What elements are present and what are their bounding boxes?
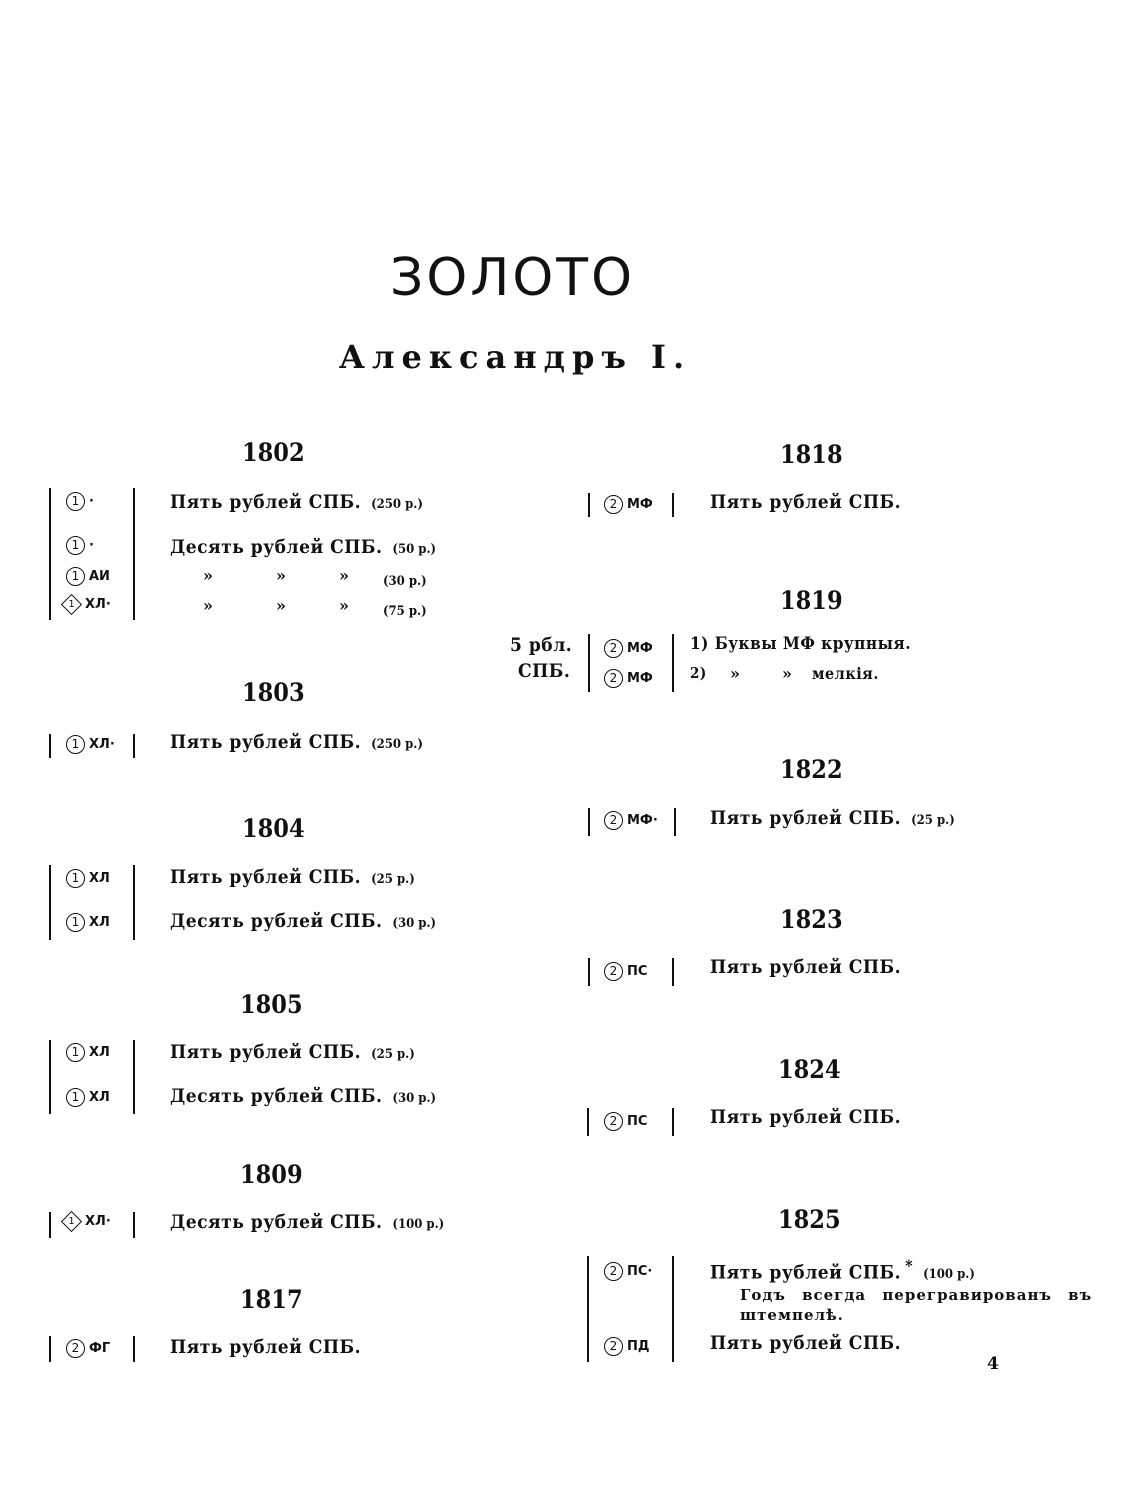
table-rule: [49, 1040, 51, 1114]
table-rule: [133, 1212, 135, 1238]
year-heading-1805: 1805: [240, 990, 303, 1019]
table-rule: [133, 1336, 135, 1362]
mint-mark: 2 МФ: [604, 639, 653, 658]
ditto-mark: »: [203, 566, 213, 585]
year-heading-1809: 1809: [240, 1160, 303, 1189]
table-rule: [133, 1040, 135, 1114]
footnote-line: штемпелѣ.: [740, 1306, 844, 1324]
mint-mark: 1 ХЛ: [66, 869, 110, 888]
footnote-line: Годъ всегда перегравированъ въ: [740, 1286, 1093, 1304]
table-rule: [49, 1336, 51, 1362]
table-rule: [49, 1212, 51, 1238]
mint-mark: 2 ФГ: [66, 1339, 110, 1358]
coin-entry: Десять рублей СПБ. (100 р.): [170, 1211, 445, 1233]
mint-mark: 1 ·: [66, 492, 94, 511]
ditto-mark: »: [782, 664, 792, 683]
mint-mark: 1 ХЛ·: [62, 597, 111, 612]
table-rule: [672, 1108, 674, 1136]
table-rule: [49, 865, 51, 940]
year-heading-1825: 1825: [778, 1205, 841, 1234]
table-rule: [588, 634, 590, 692]
mint-mark: 1 ХЛ·: [62, 1214, 111, 1229]
table-rule: [133, 734, 135, 758]
coin-entry: Пять рублей СПБ.: [710, 1106, 902, 1128]
mint-mark: 1 ХЛ: [66, 913, 110, 932]
ditto-mark: »: [339, 566, 349, 585]
coin-entry: Пять рублей СПБ. (25 р.): [170, 866, 415, 888]
coin-entry: Пять рублей СПБ. (250 р.): [170, 731, 423, 753]
year-heading-1803: 1803: [242, 678, 305, 707]
coin-entry: 1) Буквы МФ крупныя.: [690, 634, 912, 654]
coin-entry: Пять рублей СПБ.: [710, 491, 902, 513]
mint-mark: 2 ПС: [604, 962, 647, 981]
mint-mark: 1 АИ: [66, 567, 110, 586]
mint-mark: 2 МФ·: [604, 811, 658, 830]
year-heading-1819: 1819: [780, 586, 843, 615]
ditto-mark: »: [276, 596, 286, 615]
ditto-mark: »: [730, 664, 740, 683]
section-subtitle: Александръ I.: [338, 338, 692, 376]
year-heading-1817: 1817: [240, 1285, 303, 1314]
table-rule: [672, 634, 674, 692]
table-rule: [133, 488, 135, 620]
side-label: СПБ.: [518, 660, 571, 682]
coin-entry: Пять рублей СПБ. * (100 р.): [710, 1256, 975, 1284]
table-rule: [587, 1256, 589, 1362]
year-heading-1824: 1824: [778, 1055, 841, 1084]
coin-entry: Пять рублей СПБ.: [170, 1336, 362, 1358]
coin-price: (30 р.): [383, 574, 427, 589]
mint-mark: 1 ХЛ·: [66, 735, 115, 754]
coin-entry: Десять рублей СПБ. (30 р.): [170, 1085, 437, 1107]
coin-entry: Пять рублей СПБ.: [710, 1332, 902, 1354]
table-rule: [588, 493, 590, 517]
year-heading-1804: 1804: [242, 814, 305, 843]
mint-mark: 1 ХЛ: [66, 1043, 110, 1062]
coin-entry: Пять рублей СПБ. (250 р.): [170, 491, 423, 513]
coin-entry: Пять рублей СПБ. (25 р.): [170, 1041, 415, 1063]
coin-entry: Пять рублей СПБ.: [710, 956, 902, 978]
coin-entry: мелкія.: [812, 664, 879, 683]
mint-mark: 1 ·: [66, 536, 94, 555]
page-number: 4: [987, 1354, 999, 1374]
table-rule: [49, 734, 51, 758]
coin-entry: Десять рублей СПБ. (30 р.): [170, 910, 437, 932]
mint-mark: 2 ПД: [604, 1337, 649, 1356]
mint-mark: 2 ПС·: [604, 1262, 652, 1281]
table-rule: [672, 1256, 674, 1362]
mint-mark: 1 ХЛ: [66, 1088, 110, 1107]
page-title: ЗОЛОТО: [390, 248, 635, 308]
year-heading-1818: 1818: [780, 440, 843, 469]
ditto-mark: »: [276, 566, 286, 585]
table-rule: [588, 808, 590, 836]
mint-mark: 2 МФ: [604, 495, 653, 514]
table-rule: [49, 488, 51, 620]
year-heading-1802: 1802: [242, 438, 305, 467]
table-rule: [588, 958, 590, 986]
coin-entry-prefix: 2): [690, 664, 707, 682]
year-heading-1822: 1822: [780, 755, 843, 784]
coin-price: (75 р.): [383, 604, 427, 619]
coin-entry: Десять рублей СПБ. (50 р.): [170, 536, 437, 558]
ditto-mark: »: [339, 596, 349, 615]
table-rule: [587, 1108, 589, 1136]
ditto-mark: »: [203, 596, 213, 615]
coin-entry: Пять рублей СПБ. (25 р.): [710, 807, 955, 829]
side-label: 5 рбл.: [510, 634, 573, 656]
table-rule: [672, 493, 674, 517]
mint-mark: 2 МФ: [604, 669, 653, 688]
table-rule: [133, 865, 135, 940]
table-rule: [672, 958, 674, 986]
year-heading-1823: 1823: [780, 905, 843, 934]
table-rule: [674, 808, 676, 836]
mint-mark: 2 ПС: [604, 1112, 647, 1131]
